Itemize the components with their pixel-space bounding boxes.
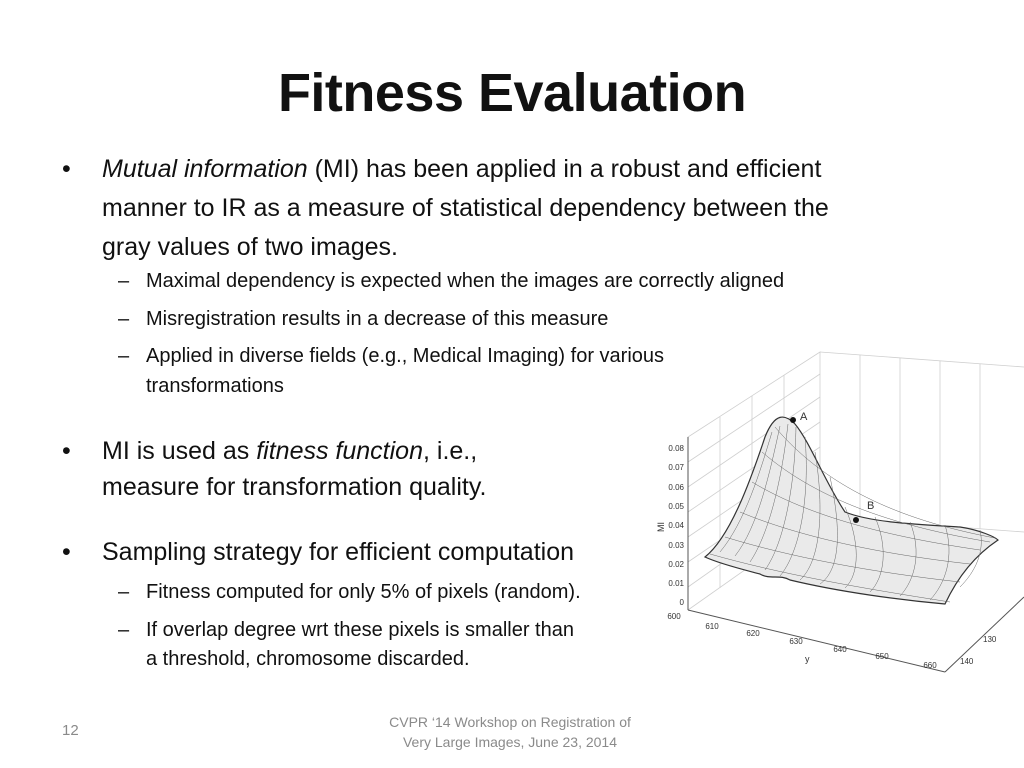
bullet-1-line-2: manner to IR as a measure of statistical dependency between the (102, 194, 829, 222)
sub-bullet-text: If overlap degree wrt these pixels is smaller than (146, 619, 574, 641)
z-tick: 0.02 (668, 560, 684, 569)
bullet-2-line-1 (102, 432, 477, 471)
z-tick: 0.07 (668, 463, 684, 472)
z-tick: 0.05 (668, 502, 684, 511)
sub-bullet-text: Misregistration results in a decrease of this measure (146, 308, 609, 330)
y-tick: 630 (789, 637, 803, 646)
bullet-dot: • (62, 538, 71, 566)
bullet-1-italic: Mutual information (102, 155, 308, 183)
sub-dash: – (118, 270, 130, 292)
bullet-1-line-1 (102, 150, 821, 189)
z-tick: 0.03 (668, 541, 684, 550)
sub-bullet-text: Maximal dependency is expected when the images are correctly aligned (146, 270, 785, 292)
x-tick: 130 (983, 635, 997, 644)
bullet-dot: • (62, 155, 71, 183)
bullet-2-pre: MI is used as (102, 437, 257, 465)
bullet-2-line-2: measure for transformation quality. (102, 473, 487, 501)
y-axis-ticks (667, 612, 937, 670)
z-tick: 0.08 (668, 444, 684, 453)
z-tick: 0.01 (668, 579, 684, 588)
bullet-2-italic: fitness function (256, 437, 423, 465)
footer (360, 712, 660, 752)
y-tick: 660 (923, 661, 937, 670)
z-axis-label: MI (656, 522, 666, 532)
bullet-dot: • (62, 437, 71, 465)
sub-bullet-text: Applied in diverse fields (e.g., Medical Imaging) for various (146, 345, 665, 367)
bullet-1-line-3: gray values of two images. (102, 233, 398, 261)
y-tick: 620 (746, 629, 760, 638)
sub-dash: – (118, 581, 130, 603)
point-b-marker (853, 517, 859, 523)
mi-surface-figure (656, 342, 1024, 672)
sub-bullet-text: Fitness computed for only 5% of pixels (random). (146, 581, 581, 603)
z-axis-ticks (668, 444, 684, 607)
z-tick: 0 (679, 598, 684, 607)
point-a-label: A (800, 411, 808, 423)
point-a-marker (790, 417, 796, 423)
y-tick: 650 (875, 652, 889, 661)
bullet-1-line-1-rest: (MI) has been applied in a robust and efficient (307, 155, 822, 183)
z-tick: 0.06 (668, 483, 684, 492)
bullet-2-post: , i.e., (423, 437, 478, 465)
slide-title: Fitness Evaluation (277, 63, 747, 123)
sub-dash: – (118, 308, 130, 330)
sub-bullet-text-cont: transformations (146, 375, 284, 397)
footer-line-1: CVPR ‘14 Workshop on Registration of (389, 714, 631, 730)
sub-dash: – (118, 345, 130, 367)
x-tick: 140 (960, 657, 974, 666)
sub-bullet-text-cont: a threshold, chromosome discarded. (146, 648, 470, 670)
y-tick: 610 (705, 622, 719, 631)
page-number: 12 (62, 722, 79, 739)
z-tick: 0.04 (668, 521, 684, 530)
y-axis-label: y (805, 654, 810, 664)
y-tick: 600 (667, 612, 681, 621)
point-b-label: B (867, 500, 875, 512)
bullet-3-line-1: Sampling strategy for efficient computation (102, 538, 575, 566)
sub-dash: – (118, 619, 130, 641)
y-tick: 640 (833, 645, 847, 654)
footer-line-2: Very Large Images, June 23, 2014 (402, 734, 618, 750)
